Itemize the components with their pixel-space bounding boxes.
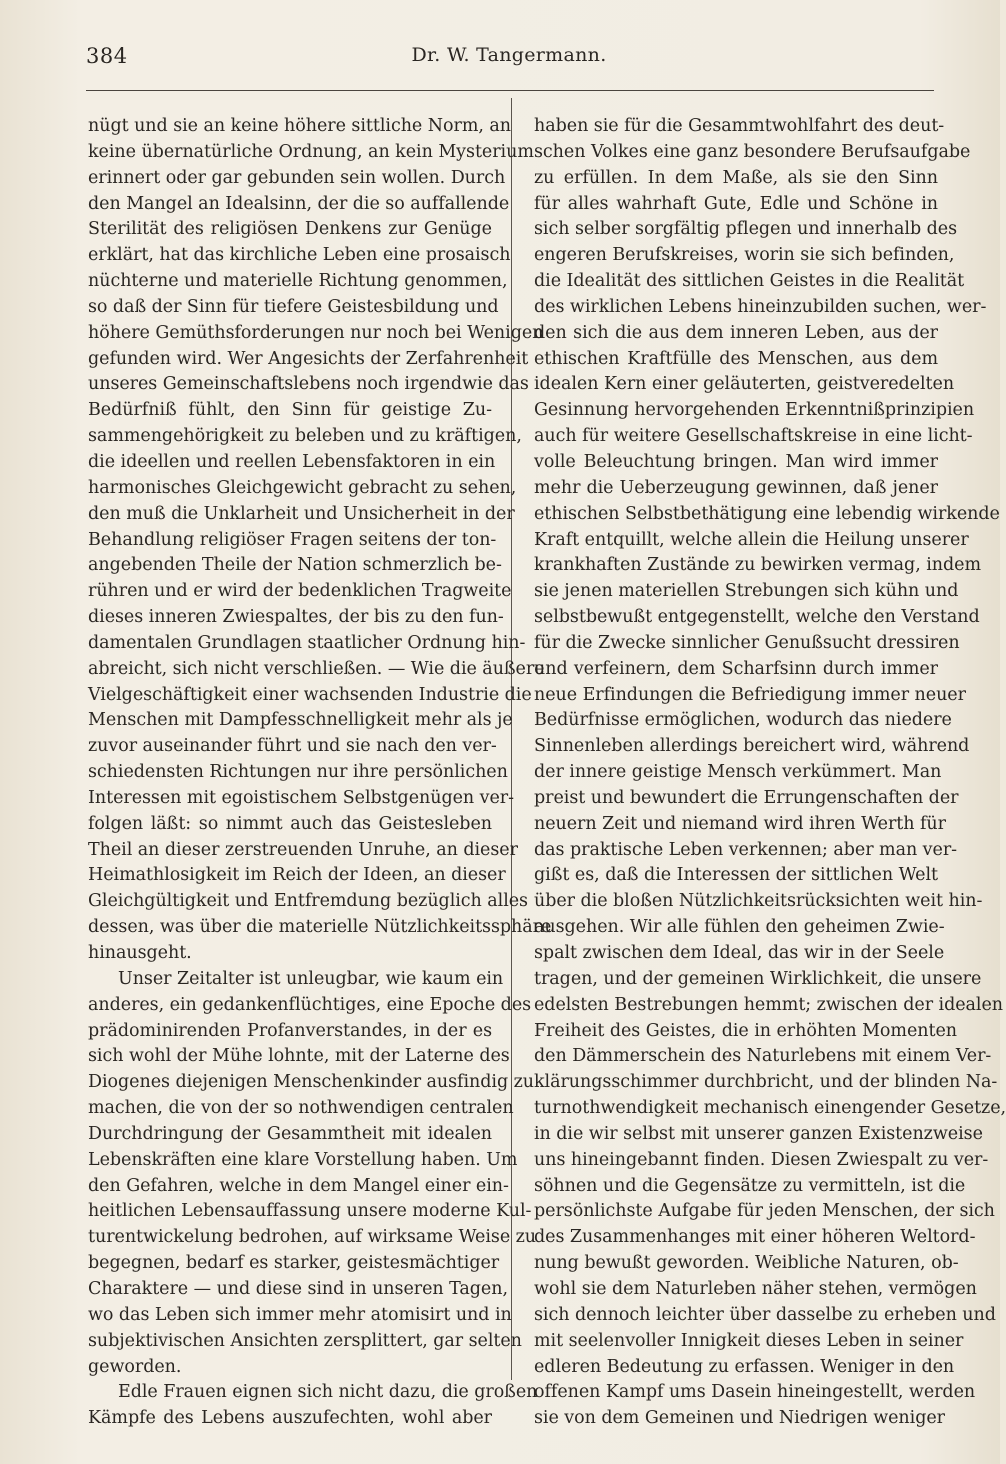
text-line: turnothwendigkeit mechanisch einengender Gesetze, bbox=[534, 1098, 1006, 1119]
text-line: subjektivischen Ansichten zersplittert, gar selten bbox=[88, 1330, 522, 1351]
text-line: erklärt, hat das kirchliche Leben eine prosaisch bbox=[88, 245, 511, 266]
text-line: volle Beleuchtung bringen. Man wird immer bbox=[534, 451, 938, 472]
text-line: über die bloßen Nützlichkeitsrücksichten weit hin- bbox=[534, 891, 983, 912]
text-line: hinausgeht. bbox=[88, 943, 192, 963]
text-line: uns hineingebannt finden. Diesen Zwiespalt zu ver- bbox=[534, 1149, 989, 1170]
text-line: gefunden wird. Wer Angesichts der Zerfahrenheit bbox=[88, 348, 529, 369]
text-line: den Gefahren, welche in dem Mangel einer ein- bbox=[88, 1175, 509, 1196]
text-line: Behandlung religiöser Fragen seitens der ton- bbox=[88, 529, 497, 550]
text-line: schiedensten Richtungen nur ihre persönlichen bbox=[88, 762, 508, 783]
text-line: erinnert oder gar gebunden sein wollen. Durch bbox=[88, 167, 506, 188]
text-line: sie von dem Gemeinen und Niedrigen weniger bbox=[534, 1408, 945, 1429]
text-line: Freiheit des Geistes, die in erhöhten Momenten bbox=[534, 1020, 957, 1041]
text-line: schen Volkes eine ganz besondere Berufsaufgabe bbox=[534, 141, 971, 162]
text-line: nügt und sie an keine höhere sittliche Norm, an bbox=[88, 116, 511, 136]
text-line: machen, die von der so nothwendigen centralen bbox=[88, 1098, 514, 1119]
text-line: wo das Leben sich immer mehr atomisirt und in bbox=[88, 1304, 512, 1325]
page-header bbox=[86, 44, 932, 78]
text-line: die ideellen und reellen Lebensfaktoren in ein bbox=[88, 451, 496, 472]
page-number: 384 bbox=[86, 44, 128, 68]
text-line: Kämpfe des Lebens auszufechten, wohl aber bbox=[88, 1408, 492, 1429]
text-line: persönlichste Aufgabe für jeden Menschen, der sich bbox=[534, 1201, 995, 1222]
text-line: Menschen mit Dampfesschnelligkeit mehr als je bbox=[88, 710, 513, 731]
text-line: söhnen und die Gegensätze zu vermitteln, ist die bbox=[534, 1175, 966, 1196]
text-line: des wirklichen Lebens hineinzubilden suchen, wer- bbox=[534, 296, 987, 317]
text-line: engeren Berufskreises, worin sie sich befinden, bbox=[534, 245, 955, 266]
text-line: keine übernatürliche Ordnung, an kein Mysterium bbox=[88, 141, 534, 162]
text-line: Diogenes diejenigen Menschenkinder ausfindig zu bbox=[88, 1072, 535, 1093]
text-line: Bedürfnisse ermöglichen, wodurch das niedere bbox=[534, 710, 952, 731]
text-line: gißt es, daß die Interessen der sittlichen Welt bbox=[534, 865, 938, 886]
column-divider bbox=[511, 98, 512, 1380]
text-line: und verfeinern, dem Scharfsinn durch immer bbox=[534, 658, 938, 679]
text-line: Edle Frauen eignen sich nicht dazu, die großen bbox=[118, 1382, 538, 1403]
text-line: des Zusammenhanges mit einer höheren Weltord- bbox=[534, 1227, 976, 1248]
text-line: zuvor auseinander führt und sie nach den ver- bbox=[88, 736, 497, 757]
text-line: sich dennoch leichter über dasselbe zu erheben und bbox=[534, 1304, 996, 1325]
text-line: der innere geistige Mensch verkümmert. Man bbox=[534, 762, 942, 783]
text-line: offenen Kampf ums Dasein hineingestellt, werden bbox=[534, 1382, 976, 1403]
text-line: in die wir selbst mit unserer ganzen Existenzweise bbox=[534, 1123, 983, 1144]
text-line: Bedürfniß fühlt, den Sinn für geistige Zu- bbox=[88, 400, 492, 421]
text-line: turentwickelung bedrohen, auf wirksame Weise zu bbox=[88, 1227, 537, 1248]
text-line: ethischen Kraftfülle des Menschen, aus dem bbox=[534, 348, 938, 369]
text-line: so daß der Sinn für tiefere Geistesbildung und bbox=[88, 296, 499, 317]
text-line: folgen läßt: so nimmt auch das Geistesleben bbox=[88, 813, 492, 834]
text-line: die Idealität des sittlichen Geistes in die Realität bbox=[534, 271, 965, 292]
text-line: Gesinnung hervorgehenden Erkenntnißprinzipien bbox=[534, 400, 975, 421]
text-line: begegnen, bedarf es starker, geistesmächtiger bbox=[88, 1253, 500, 1274]
text-line: nung bewußt geworden. Weibliche Naturen, ob- bbox=[534, 1253, 959, 1274]
text-line: höhere Gemüthsforderungen nur noch bei Wenigen bbox=[88, 322, 544, 343]
running-title: Dr. W. Tangermann. bbox=[411, 44, 607, 66]
text-line: den Mangel an Idealsinn, der die so auffallende bbox=[88, 193, 510, 214]
text-line: sich selber sorgfältig pflegen und innerhalb des bbox=[534, 219, 958, 240]
text-line: nüchterne und materielle Richtung genommen, bbox=[88, 271, 508, 292]
text-line: edelsten Bestrebungen hemmt; zwischen der idealen bbox=[534, 994, 1003, 1015]
header-rule bbox=[86, 90, 934, 91]
text-line: neue Erfindungen die Befriedigung immer neuer bbox=[534, 684, 966, 705]
text-line: für alles wahrhaft Gute, Edle und Schöne in bbox=[534, 193, 938, 214]
text-line: wohl sie dem Naturleben näher stehen, vermögen bbox=[534, 1278, 977, 1299]
text-line: edleren Bedeutung zu erfassen. Weniger in den bbox=[534, 1356, 955, 1377]
text-line: Interessen mit egoistischem Selbstgenügen ver- bbox=[88, 787, 514, 808]
text-line: Durchdringung der Gesammtheit mit idealen bbox=[88, 1123, 492, 1144]
text-line: Gleichgültigkeit und Entfremdung bezüglich alles bbox=[88, 891, 528, 912]
text-line: heitlichen Lebensauffassung unsere moderne Kul- bbox=[88, 1201, 532, 1222]
text-line: preist und bewundert die Errungenschaften der bbox=[534, 787, 959, 808]
text-line: damentalen Grundlagen staatlicher Ordnung hin- bbox=[88, 632, 526, 653]
text-line: Vielgeschäftigkeit einer wachsenden Industrie die bbox=[88, 684, 532, 705]
text-line: klärungsschimmer durchbricht, und der blinden Na- bbox=[534, 1072, 998, 1093]
text-line: zu erfüllen. In dem Maße, als sie den Sinn bbox=[534, 167, 938, 188]
text-line: auch für weitere Gesellschaftskreise in eine licht- bbox=[534, 426, 973, 447]
text-line: spalt zwischen dem Ideal, das wir in der Seele bbox=[534, 943, 945, 963]
text-line: Kraft entquillt, welche allein die Heilung unserer bbox=[534, 529, 969, 550]
text-line: neuern Zeit und niemand wird ihren Werth für bbox=[534, 813, 946, 834]
text-line: unseres Gemeinschaftslebens noch irgendwie das bbox=[88, 374, 529, 395]
text-line: haben sie für die Gesammtwohlfahrt des deut- bbox=[534, 116, 945, 136]
right-column bbox=[534, 114, 1006, 1432]
left-column bbox=[88, 114, 552, 1432]
text-line: Lebenskräften eine klare Vorstellung haben. Um bbox=[88, 1149, 518, 1170]
text-line: Unser Zeitalter ist unleugbar, wie kaum ein bbox=[118, 968, 504, 989]
text-line: dessen, was über die materielle Nützlichkeitssphäre bbox=[88, 917, 552, 938]
text-line: Charaktere — und diese sind in unseren Tagen, bbox=[88, 1278, 508, 1299]
text-line: mehr die Ueberzeugung gewinnen, daß jener bbox=[534, 477, 938, 498]
text-line: mit seelenvoller Innigkeit dieses Leben in seiner bbox=[534, 1330, 964, 1351]
text-line: tragen, und der gemeinen Wirklichkeit, die unsere bbox=[534, 968, 982, 989]
text-line: Heimathlosigkeit im Reich der Ideen, an dieser bbox=[88, 865, 506, 886]
text-line: idealen Kern einer geläuterten, geistveredelten bbox=[534, 374, 955, 395]
text-line: den Dämmerschein des Naturlebens mit einem Ver- bbox=[534, 1046, 992, 1067]
text-line: harmonisches Gleichgewicht gebracht zu sehen, bbox=[88, 477, 517, 498]
text-line: Theil an dieser zerstreuenden Unruhe, an dieser bbox=[88, 839, 518, 860]
text-line: krankhaften Zustände zu bewirken vermag, indem bbox=[534, 555, 981, 576]
text-line: sie jenen materiellen Strebungen sich kühn und bbox=[534, 581, 959, 602]
text-line: anderes, ein gedankenflüchtiges, eine Epoche des bbox=[88, 994, 532, 1015]
text-line: den sich die aus dem inneren Leben, aus der bbox=[534, 322, 938, 343]
text-line: abreicht, sich nicht verschließen. — Wie die äußere bbox=[88, 658, 545, 679]
text-line: den muß die Unklarheit und Unsicherheit in der bbox=[88, 503, 515, 524]
text-line: rühren und er wird der bedenklichen Tragweite bbox=[88, 581, 512, 602]
text-line: für die Zwecke sinnlicher Genußsucht dressiren bbox=[534, 632, 960, 653]
text-line: dieses inneren Zwiespaltes, der bis zu den fun- bbox=[88, 607, 504, 628]
text-line: ausgehen. Wir alle fühlen den geheimen Zwie- bbox=[534, 917, 945, 938]
text-line: Sterilität des religiösen Denkens zur Genüge bbox=[88, 219, 492, 240]
text-line: angebenden Theile der Nation schmerzlich be- bbox=[88, 555, 502, 576]
text-line: sammengehörigkeit zu beleben und zu kräftigen, bbox=[88, 426, 522, 447]
text-line: Sinnenleben allerdings bereichert wird, während bbox=[534, 736, 970, 757]
text-line: ethischen Selbstbethätigung eine lebendig wirkende bbox=[534, 503, 1000, 524]
text-line: das praktische Leben verkennen; aber man ver- bbox=[534, 839, 958, 860]
text-line: selbstbewußt entgegenstellt, welche den Verstand bbox=[534, 607, 980, 628]
text-line: geworden. bbox=[88, 1356, 182, 1377]
text-line: prädominirenden Profanverstandes, in der es bbox=[88, 1020, 492, 1041]
text-line: sich wohl der Mühe lohnte, mit der Laterne des bbox=[88, 1046, 510, 1067]
